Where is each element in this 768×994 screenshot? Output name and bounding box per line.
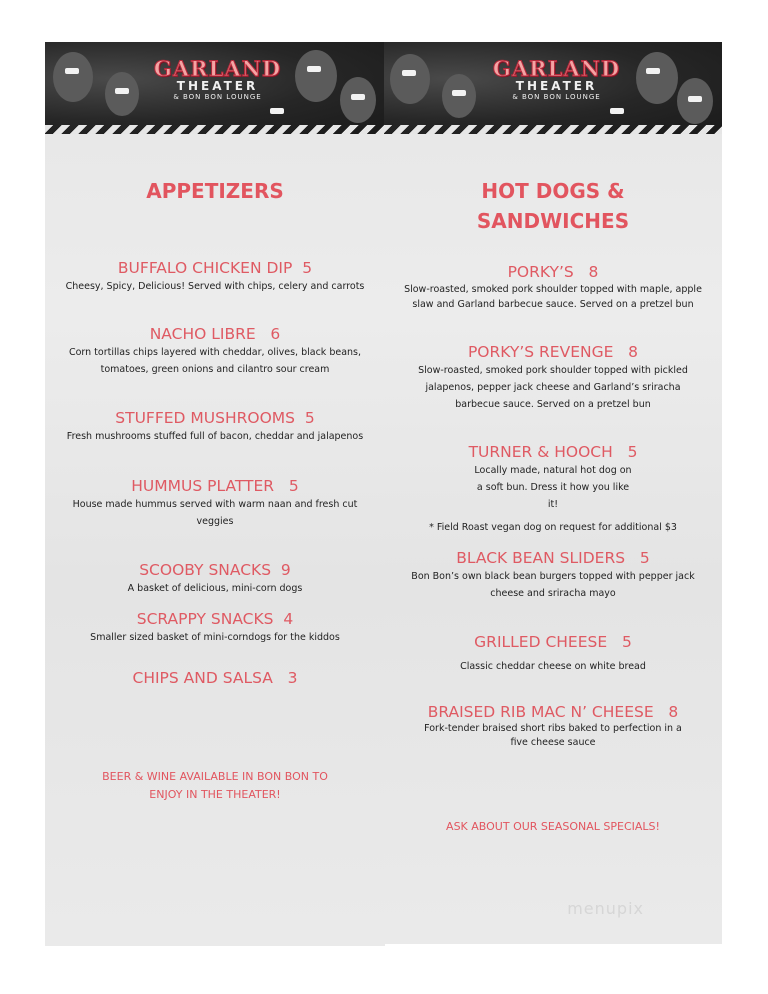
garland-logo <box>145 56 290 101</box>
menu-item: BUFFALO CHICKEN DIP 5 Cheesy, Spicy, Delicious! Served with chips, celery and carrots <box>65 259 365 292</box>
appetizers-panel <box>45 42 385 946</box>
menupix-watermark: menupix <box>567 899 644 918</box>
beer-wine-note: BEER & WINE AVAILABLE IN BON BON TO ENJOY IN THE THEATER! <box>102 770 328 801</box>
menu-item: SCRAPPY SNACKS 4 Smaller sized basket of mini-corndogs for the kiddos <box>90 610 340 643</box>
hotdogs-panel <box>384 42 722 944</box>
logo-theater: THEATER <box>515 79 598 93</box>
logo-lounge: & BON BON LOUNGE <box>512 93 601 101</box>
logo-name: GARLAND <box>153 56 282 81</box>
section-title-hotdogs: HOT DOGS & SANDWICHES <box>476 179 630 233</box>
menu-item: STUFFED MUSHROOMS 5 Fresh mushrooms stuffed full of bacon, cheddar and jalapenos <box>66 409 364 442</box>
menu-item: PORKY’S REVENGE 8 Slow-roasted, smoked pork shoulder topped with pickled jalapenos, pepper jack cheese and Garland’s sriracha barbecue sauce. Served on a pretzel bun <box>418 343 688 410</box>
logo-theater: THEATER <box>176 79 259 93</box>
menu-item: NACHO LIBRE 6 Corn tortillas chips layered with cheddar, olives, black beans, tomatoes, green onions and cilantro sour cream <box>68 325 362 375</box>
section-title-appetizers: APPETIZERS <box>146 179 284 203</box>
menu-item: BRAISED RIB MAC N’ CHEESE 8 Fork-tender braised short ribs baked to perfection in a five cheese sauce <box>424 703 682 748</box>
logo-lounge: & BON BON LOUNGE <box>173 93 262 101</box>
seasonal-specials-note: ASK ABOUT OUR SEASONAL SPECIALS! <box>446 820 660 833</box>
menu-item: HUMMUS PLATTER 5 House made hummus served with warm naan and fresh cut veggies <box>72 477 358 527</box>
logo-name: GARLAND <box>492 56 621 81</box>
theater-banner <box>45 42 385 134</box>
menu-item: BLACK BEAN SLIDERS 5 Bon Bon’s own black bean burgers topped with pepper jack cheese and sriracha mayo <box>411 549 695 599</box>
garland-logo <box>484 56 629 101</box>
menu-item: GRILLED CHEESE 5 Classic cheddar cheese on white bread <box>460 633 646 672</box>
menu-item: TURNER & HOOCH 5 Locally made, natural hot dog on a soft bun. Dress it how you like it! * Field Roast vegan dog on request for additional $3 <box>429 443 677 533</box>
menu-item: PORKY’S 8 Slow-roasted, smoked pork shoulder topped with maple, apple slaw and Garland barbecue sauce. Served on a pretzel bun <box>404 263 702 310</box>
menu-item: SCOOBY SNACKS 9 A basket of delicious, mini-corn dogs <box>127 561 303 594</box>
menu-item: CHIPS AND SALSA 3 <box>132 669 298 687</box>
theater-banner <box>384 42 722 134</box>
